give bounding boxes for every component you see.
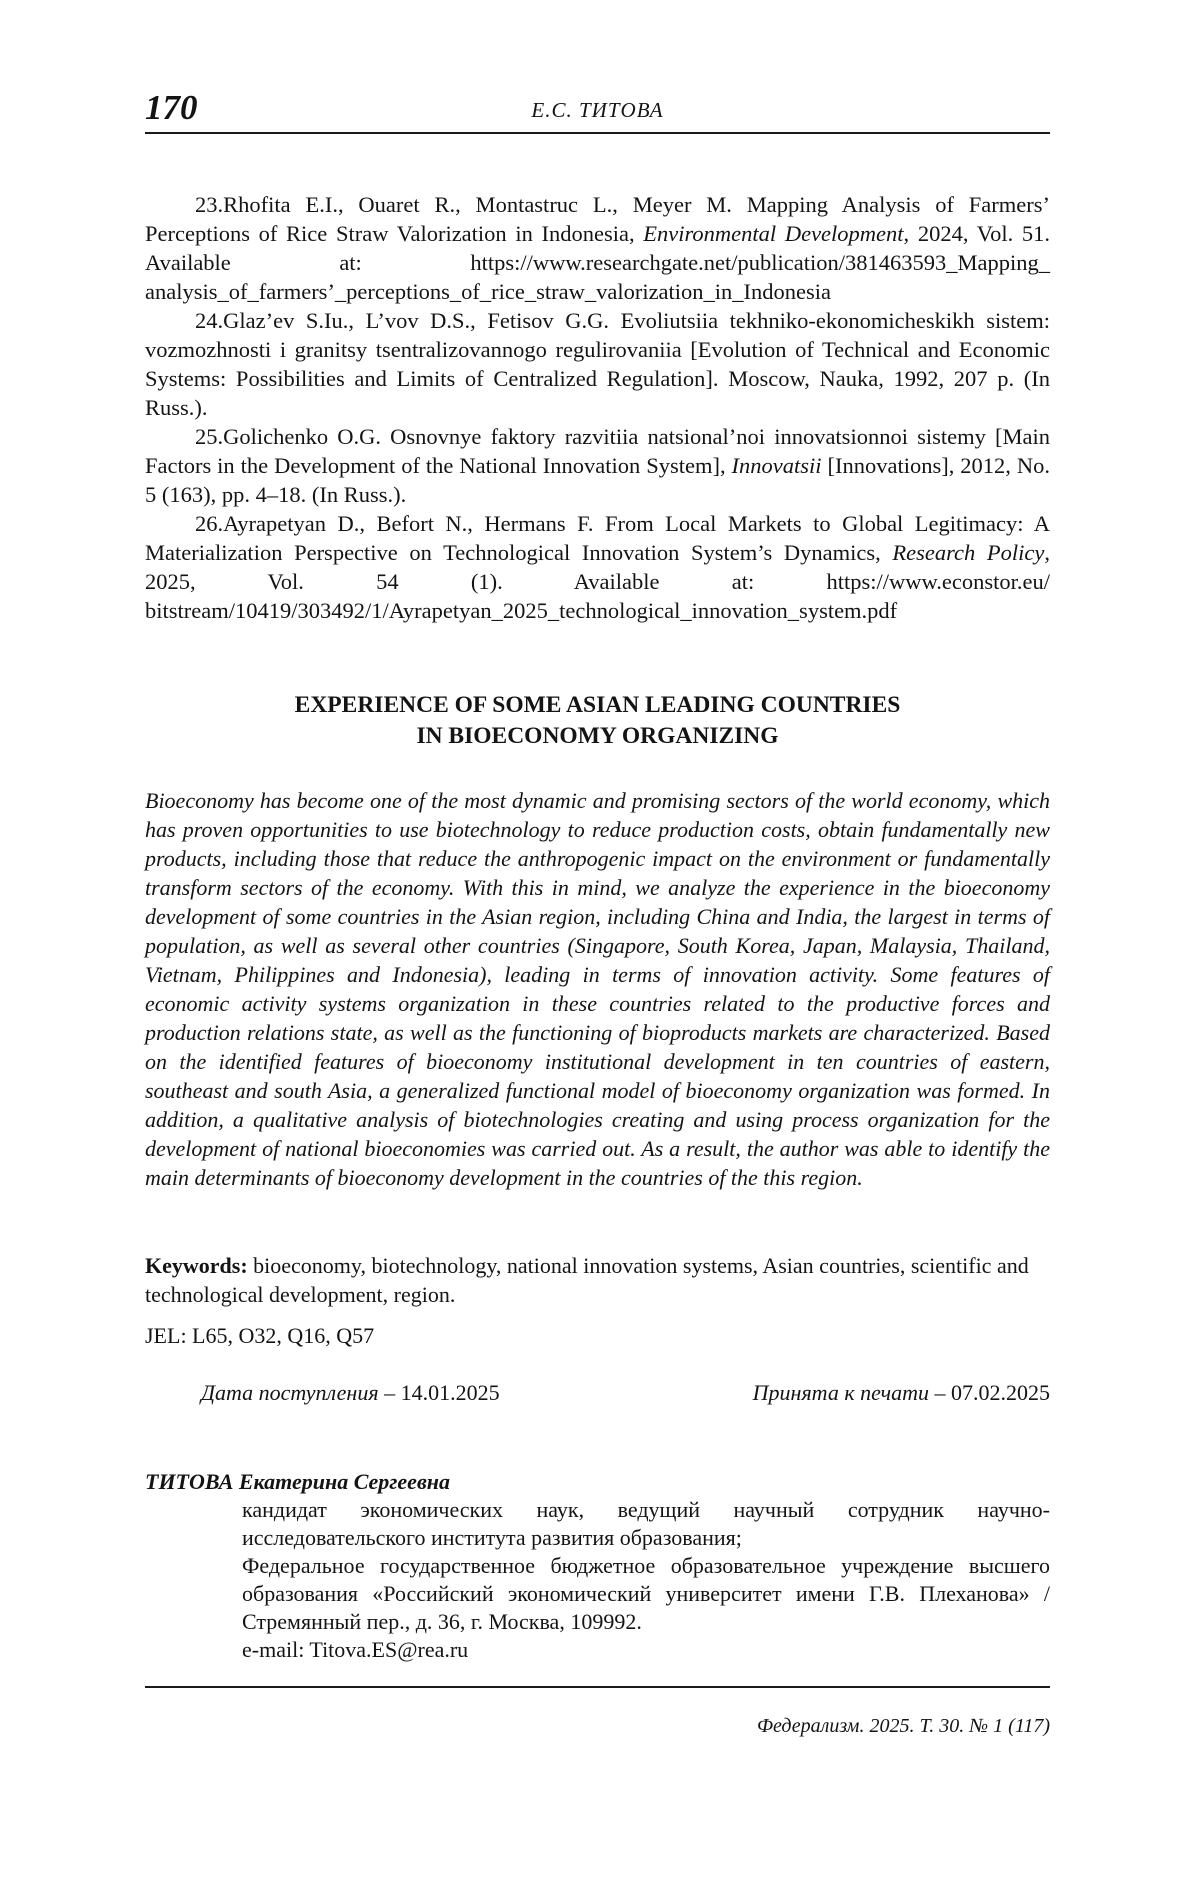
reference-number: 26. bbox=[195, 511, 224, 536]
running-head-author: Е.С. ТИТОВА bbox=[531, 98, 664, 122]
reference-item: 24.Glaz’ev S.Iu., L’vov D.S., Fetisov G.G. Evoliutsiia tekhniko-ekonomicheskikh sistem: vozmozhnosti i granitsy tsentralizovannogo regulirovaniia [Evolution of Technical and Economic Systems: Possibilities and Limits of Centralized Regulation]. Moscow, Nauka, 1992, 207 p. (In Russ.). bbox=[145, 308, 1050, 420]
received-value: – 14.01.2025 bbox=[378, 1380, 500, 1405]
accepted-label: Принята к печати bbox=[752, 1380, 929, 1405]
page-number: 170 bbox=[145, 88, 198, 127]
journal-name: Environmental Development bbox=[643, 221, 904, 246]
author-name: ТИТОВА Екатерина Сергеевна bbox=[145, 1469, 450, 1494]
jel-codes: JEL: L65, O32, Q16, Q57 bbox=[145, 1323, 375, 1348]
keywords-label: Keywords: bbox=[145, 1253, 248, 1278]
abstract: Bioeconomy has become one of the most dynamic and promising sectors of the world economy, which has proven opportunities to use biotechnology to reduce production costs, obtain fundamentally new products, including those that reduce the anthropogenic impact on the environment or fundamentally transform sectors of the economy. With this in mind, we analyze the experience in the bioeconomy development of some countries in the Asian region, including China and India, the largest in terms of population, as well as several other countries (Singapore, South Korea, Japan, Malaysia, Thailand, Vietnam, Philippines and Indonesia), leading in terms of innovation activity. Some features of economic activity systems organization in these countries related to the productive forces and production relations state, as well as the functioning of bioproducts markets are characterized. Based on the identified features of bioeconomy institutional development in ten countries of eastern, southeast and south Asia, a generalized functional model of bioeconomy organization was formed. In addition, a qualitative analysis of biotechnologies creating and using process organization for the development of national bioeconomies was carried out. As a result, the author was able to identify the main determinants of bioeconomy development in the countries of the this region. bbox=[145, 788, 1050, 1190]
article-title-line: EXPERIENCE OF SOME ASIAN LEADING COUNTRIES bbox=[294, 692, 901, 718]
keywords bbox=[145, 1251, 1050, 1309]
author-organization: Федеральное государственное бюджетное образовательное учреждение высшего образования «Российский экономический университет имени Г.В. Плеханова» / Стремянный пер., д. 36, г. Москва, 109992. bbox=[242, 1553, 1050, 1634]
keywords-text: bioeconomy, biotechnology, national innovation systems, Asian countries, scientific and technological development, region. bbox=[145, 1253, 1029, 1307]
author-degree: кандидат экономических наук, ведущий научный сотрудник научно-исследовательского института развития образования; bbox=[242, 1497, 1050, 1550]
running-head bbox=[145, 88, 1050, 134]
reference-item: 26.Ayrapetyan D., Befort N., Hermans F. From Local Markets to Global Legitimacy: A Materialization Perspective on Technological Innovation System’s Dynamics, Research Policy, 2025, Vol. 54 (1). Available at: https://www.econstor.eu/ bitstream/10419/303492/1/Ayrapetyan_2025_technological_innovation_system.pdf bbox=[145, 511, 1050, 623]
reference-number: 24. bbox=[195, 308, 224, 333]
journal-name: Innovatsii bbox=[731, 453, 822, 478]
received-label: Дата поступления bbox=[201, 1380, 379, 1405]
accepted-date bbox=[753, 1378, 1050, 1407]
journal-name: Research Policy bbox=[892, 540, 1045, 565]
author-affiliation bbox=[242, 1496, 1050, 1664]
journal-footer: Федерализм. 2025. Т. 30. № 1 (117) bbox=[756, 1715, 1050, 1737]
reference-item: 25.Golichenko O.G. Osnovnye faktory razvitiia natsional’noi innovatsionnoi sistemy [Main Factors in the Development of the National Innovation System], Innovatsii [Innovations], 2012, No. 5 (163), pp. 4–18. (In Russ.). bbox=[145, 424, 1050, 507]
received-date bbox=[201, 1378, 500, 1407]
reference-number: 25. bbox=[195, 424, 224, 449]
reference-number: 23. bbox=[195, 192, 224, 217]
article-title bbox=[145, 690, 1050, 752]
footer-divider bbox=[145, 1686, 1050, 1688]
article-title-line: IN BIOECONOMY ORGANIZING bbox=[416, 723, 779, 749]
accepted-value: – 07.02.2025 bbox=[929, 1380, 1050, 1405]
reference-list bbox=[145, 190, 1050, 625]
author-email: e-mail: Titova.ES@rea.ru bbox=[242, 1637, 469, 1662]
reference-item: 23.Rhofita E.I., Ouaret R., Montastruc L., Meyer M. Mapping Analysis of Farmers’ Perceptions of Rice Straw Valorization in Indonesia, Environmental Development, 2024, Vol. 51. Available at: https://www.researchgate.net/publication/381463593_Mapping_ analysis_of_farmers’_perceptions_of_rice_straw_valorization_in_Indonesia bbox=[145, 192, 1050, 304]
